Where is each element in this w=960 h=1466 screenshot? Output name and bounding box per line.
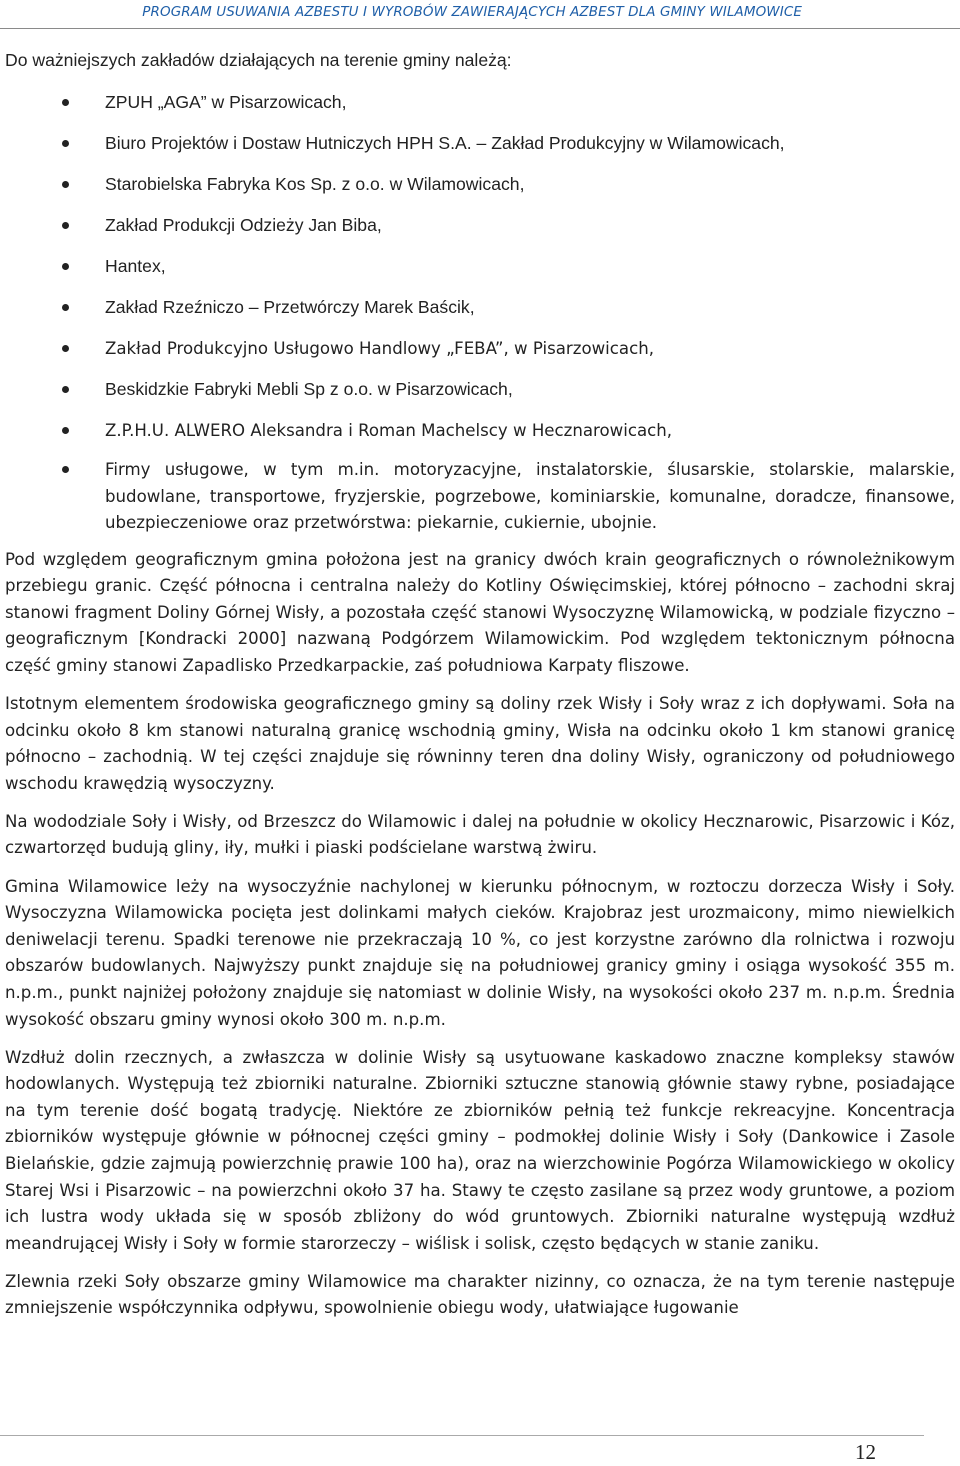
bullet-icon [62, 263, 69, 270]
bullet-icon [62, 222, 69, 229]
companies-list [5, 82, 955, 537]
list-item: Zakład Produkcyjno Usługowo Handlowy „FEBA”, w Pisarzowicach, [5, 328, 955, 369]
list-item: Zakład Rzeźniczo – Przetwórczy Marek Baścik, [5, 287, 955, 328]
list-item: Zakład Produkcji Odzieży Jan Biba, [5, 205, 955, 246]
list-item: Beskidzkie Fabryki Mebli Sp z o.o. w Pisarzowicach, [5, 369, 955, 410]
document-body [5, 44, 955, 1334]
bullet-icon [62, 304, 69, 311]
bullet-icon [62, 466, 69, 473]
list-item: Z.P.H.U. ALWERO Aleksandra i Roman Machelscy w Hecznarowicach, [5, 410, 955, 451]
header-title: PROGRAM USUWANIA AZBESTU I WYROBÓW ZAWIERAJĄCYCH AZBEST DLA GMINY WILAMOWICE [142, 4, 802, 20]
paragraph: Wzdłuż dolin rzecznych, a zwłaszcza w dolinie Wisły są usytuowane kaskadowo znaczne kompleksy stawów hodowlanych. Występują też zbiorniki naturalne. Zbiorniki sztuczne stanowią głównie stawy rybne, posiadające na tym terenie dość bogatą tradycję. Niektóre ze zbiorników pełnią też funkcje rekreacyjne. Koncentracja zbiorników występuje głównie w północnej części gminy – podmokłej dolinie Wisły i Soły (Dankowice i Zasole Bielańskie, gdzie zajmują powierzchnię prawie 100 ha), oraz na wierzchowinie Pogórza Wilamowickiego w okolicy Starej Wsi i Pisarzowic – na powierzchni około 37 ha. Stawy te często zasilane są przez wody gruntowe, a poziom ich lustra wody układa się w sposób zbliżony do wód gruntowych. Zbiorniki naturalne występują wzdłuż meandrującej Wisły i Soły w formie starorzeczy – wiślisk i solisk, często będących w stanie zaniku. [5, 1047, 955, 1253]
list-item: Biuro Projektów i Dostaw Hutniczych HPH S.A. – Zakład Produkcyjny w Wilamowicach, [5, 123, 955, 164]
list-item: Firmy usługowe, w tym m.in. motoryzacyjne, instalatorskie, ślusarskie, stolarskie, malarskie, budowlane, transportowe, fryzjerskie, pogrzebowe, kominiarskie, komunalne, doradcze, finansowe, ubezpieczeniowe oraz przetwórstwa: piekarnie, cukiernie, ubojnie. [5, 451, 955, 537]
intro-text: Do ważniejszych zakładów działających na terenie gminy należą: [5, 50, 512, 70]
bullet-icon [62, 140, 69, 147]
list-item: Starobielska Fabryka Kos Sp. z o.o. w Wilamowicach, [5, 164, 955, 205]
list-item: Hantex, [5, 246, 955, 287]
paragraph: Gmina Wilamowice leży na wysoczyźnie nachylonej w kierunku północnym, w roztoczu dorzecza Wisły i Soły. Wysoczyzna Wilamowicka pocięta jest dolinkami małych cieków. Krajobraz jest urozmaicony, mimo niewielkich deniwelacji terenu. Spadki terenowe nie przekraczają 10 %, co jest korzystne zarówno dla rolnictwa i rozwoju obszarów budowlanych. Najwyższy punkt znajduje się na południowej granicy gminy i osiąga wysokość 355 m. n.p.m., punkt najniżej położony znajduje się natomiast w dolinie Wisły, na wysokości około 237 m. n.p.m. Średnia wysokość obszaru gminy wynosi około 300 m. n.p.m. [5, 876, 955, 1029]
bullet-icon [62, 99, 69, 106]
page-header [0, 0, 960, 29]
bullet-icon [62, 345, 69, 352]
paragraph: Na wododziale Soły i Wisły, od Brzeszcz do Wilamowic i dalej na południe w okolicy Hecznarowic, Pisarzowic i Kóz, czwartorzęd budują gliny, iły, mułki i piaski podścielane warstwą żwiru. [5, 811, 955, 858]
paragraph: Pod względem geograficznym gmina położona jest na granicy dwóch krain geograficznych o równoleżnikowym przebiegu granic. Część północna i centralna należy do Kotliny Oświęcimskiej, której północno – zachodni skraj stanowi fragment Doliny Górnej Wisły, a pozostała część stanowi Wysoczyznę Wilamowicką, w podziale fizyczno – geograficznym [Kondracki 2000] nazwaną Podgórzem Wilamowickim. Pod względem tektonicznym północna część gminy stanowi Zapadlisko Przedkarpackie, zaś południowa Karpaty fliszowe. [5, 549, 955, 675]
bullet-icon [62, 181, 69, 188]
bullet-icon [62, 386, 69, 393]
paragraph: Zlewnia rzeki Soły obszarze gminy Wilamowice ma charakter nizinny, co oznacza, że na tym terenie następuje zmniejszenie współczynnika odpływu, spowolnienie obiegu wody, ułatwiające ługowanie [5, 1271, 955, 1318]
footer-divider [0, 1435, 924, 1436]
page-number: 12 [855, 1440, 876, 1464]
paragraph: Istotnym elementem środowiska geograficznego gminy są doliny rzek Wisły i Soły wraz z ich dopływami. Soła na odcinku około 8 km stanowi naturalną granicę wschodnią gminy, Wisła na odcinku około 1 km stanowi granicę północno – zachodnią. W tej części znajduje się równinny teren dna doliny Wisły, ograniczony od południowego wschodu krawędzią wysoczyzny. [5, 693, 955, 793]
list-item: ZPUH „AGA” w Pisarzowicach, [5, 82, 955, 123]
bullet-icon [62, 427, 69, 434]
